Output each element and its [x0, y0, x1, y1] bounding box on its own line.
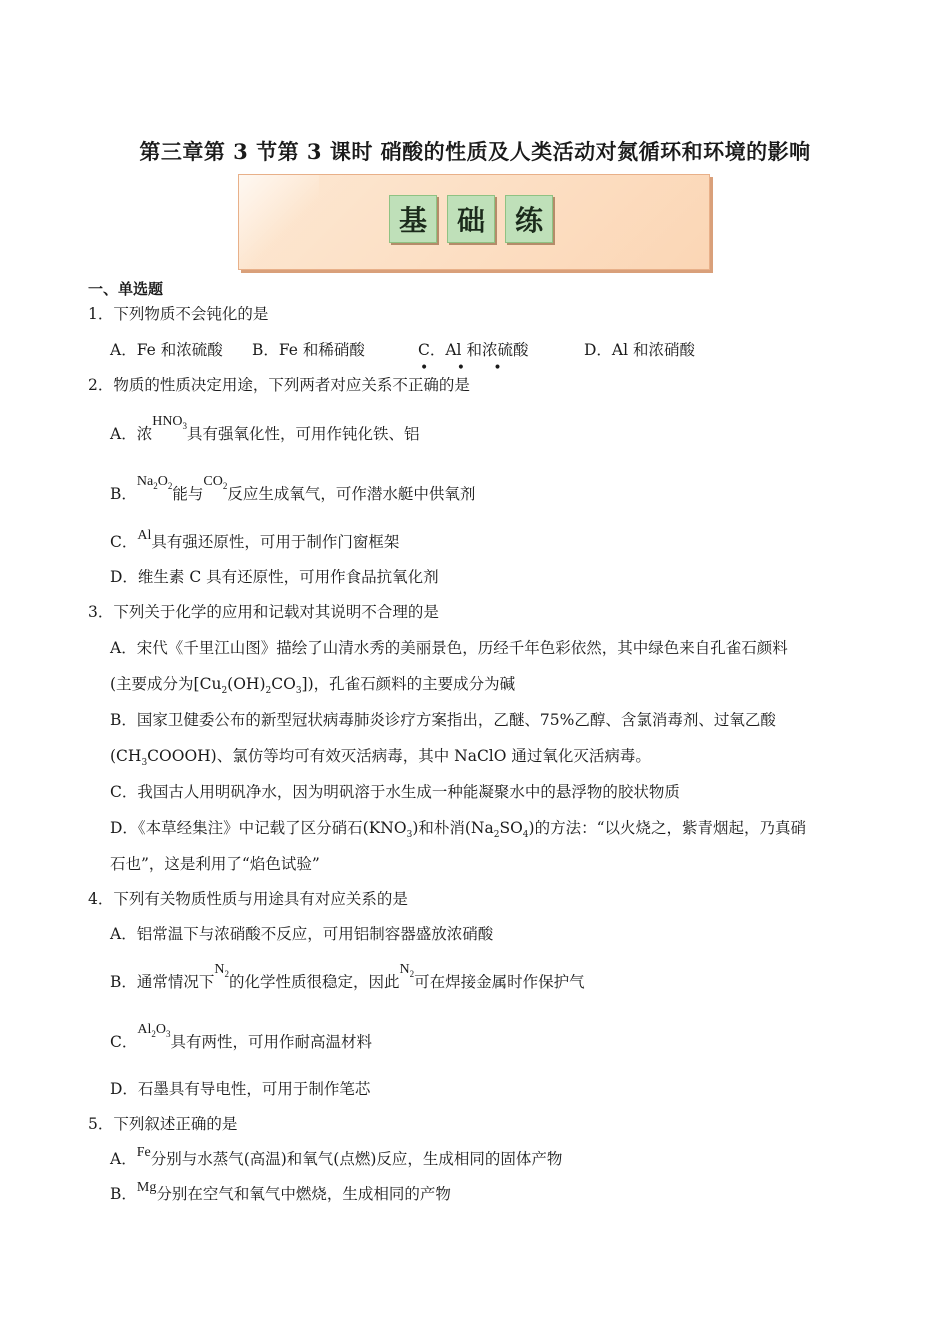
text-segment: SO [499, 819, 523, 837]
text-segment: 具有两性，可用作耐高温材料 [170, 1033, 373, 1051]
q4-stem: 4．下列有关物质性质与用途具有对应关系的是 [88, 890, 408, 908]
formula-sub: 2 [224, 968, 230, 979]
formula-sub: 4 [522, 830, 529, 841]
q3-option-b-line1: B．国家卫健委公布的新型冠状病毒肺炎诊疗方案指出，乙醚、75%乙醇、含氯消毒剂、过氧乙酸 [110, 711, 776, 729]
text-segment: COOOH)、氯仿等均可有效灭活病毒，其中 NaClO 通过氧化灭活病毒。 [147, 747, 651, 765]
text-segment: CO [271, 675, 296, 693]
formula-sub: 3 [166, 1028, 171, 1039]
text-segment: C． [110, 1033, 138, 1051]
q4-option-d: D．石墨具有导电性，可用于制作笔芯 [110, 1080, 371, 1098]
formula-text: CO [203, 474, 223, 489]
text-segment: 的化学性质很稳定，因此 [229, 973, 400, 991]
formula-sub: 2 [265, 686, 272, 697]
section-heading: 一、单选题 [88, 280, 164, 298]
text-segment: )的方法：“以火烧之，紫青烟起，乃真硝 [528, 819, 806, 837]
formula-sub: 3 [182, 420, 188, 431]
formula-sub: 2 [153, 480, 158, 491]
q3-stem: 3．下列关于化学的应用和记载对其说明不合理的是 [88, 603, 439, 621]
q2-a-formula [152, 414, 187, 429]
q4-option-a: A．铝常温下与浓硝酸不反应，可用铝制容器盛放浓硝酸 [110, 925, 494, 943]
formula-text: O [155, 1022, 166, 1037]
text-segment: (OH) [227, 675, 266, 693]
text-segment: B．通常情况下 [110, 973, 215, 991]
q2-b-text: 反应生成氧气，可作潜水艇中供氧剂 [227, 485, 476, 503]
q2-option-b [110, 474, 476, 505]
formula-text: Al [137, 1022, 152, 1037]
formula-text: N [399, 962, 410, 977]
q2-option-c [110, 530, 399, 552]
q3-option-b-line2 [110, 744, 651, 768]
q3-option-a-line2 [110, 672, 515, 696]
q4-b-formula-2 [400, 962, 415, 977]
formula-sub: 2 [222, 480, 228, 491]
formula-text: O [157, 474, 168, 489]
q2-c-prefix: C． [110, 533, 138, 551]
text-segment: 可在焊接金属时作保护气 [414, 973, 585, 991]
banner-char-2: 础 [447, 195, 495, 243]
banner-char-3: 练 [505, 195, 553, 243]
q4-c-formula [137, 1022, 170, 1037]
q3-option-d-line2: 石也”，这是利用了“焰色试验” [110, 855, 320, 873]
q1-option-c: C．Al 和浓硫酸 [418, 341, 529, 359]
text-segment: 分别在空气和氧气中燃烧，生成相同的产物 [156, 1185, 451, 1203]
q5-option-a [110, 1147, 562, 1169]
q1-option-a: A．Fe 和浓硫酸 [110, 341, 223, 359]
q2-stem: 2．物质的性质决定用途，下列两者对应关系不正确的是 [88, 376, 470, 394]
banner-shine [239, 175, 319, 269]
q2-a-text: 具有强氧化性，可用作钝化铁、铝 [187, 425, 420, 443]
formula-sub: 2 [151, 1028, 156, 1039]
formula-text: HNO [152, 414, 183, 429]
q4-b-formula-1 [214, 962, 229, 977]
q1-option-d: D．Al 和浓硝酸 [584, 341, 696, 359]
text-segment: B． [110, 1185, 137, 1203]
text-segment: 分别与水蒸气(高温)和氧气(点燃)反应，生成相同的固体产物 [150, 1150, 563, 1168]
q2-b-formula-1 [137, 474, 172, 489]
formula-text: Na [136, 474, 154, 489]
emphasis-dots: • • • [420, 360, 514, 376]
q2-c-text: 具有强还原性，可用于制作门窗框架 [151, 533, 400, 551]
q2-a-prefix: A．浓 [110, 425, 153, 443]
q3-option-d-line1 [110, 816, 806, 840]
q5-option-b [110, 1182, 451, 1204]
text-segment: A． [110, 1150, 137, 1168]
q4-option-b [110, 962, 585, 993]
section-banner [238, 174, 710, 270]
q2-option-a [110, 414, 420, 445]
q2-b-formula-2 [203, 474, 227, 489]
formula-text: Mg [136, 1180, 157, 1195]
q4-option-c [110, 1022, 373, 1053]
text-segment: )和朴消(Na [412, 819, 494, 837]
formula-sub: 2 [167, 480, 173, 491]
q5-stem: 5．下列叙述正确的是 [88, 1115, 238, 1133]
page-title: 第三章第 3 节第 3 课时 硝酸的性质及人类活动对氮循环和环境的影响 [139, 139, 811, 164]
text-segment: (主要成分为[Cu [110, 675, 222, 693]
q1-stem: 1．下列物质不会钝化的是 [88, 305, 269, 323]
q3-option-a-line1: A．宋代《千里江山图》描绘了山清水秀的美丽景色，历经千年色彩依然，其中绿色来自孔雀石颜料 [110, 639, 788, 657]
q1-option-b: B．Fe 和稀硝酸 [252, 341, 365, 359]
banner-char-1: 基 [389, 195, 437, 243]
q2-b-prefix: B． [110, 485, 137, 503]
formula-text: N [214, 962, 225, 977]
formula-sub: 3 [406, 830, 413, 841]
q3-option-c: C．我国古人用明矾净水，因为明矾溶于水生成一种能凝聚水中的悬浮物的胶状物质 [110, 783, 680, 801]
q2-b-mid: 能与 [172, 485, 204, 503]
formula-sub: 2 [409, 968, 415, 979]
formula-sub: 2 [493, 830, 500, 841]
text-segment: D．《本草经集注》中记载了区分硝石(KNO [110, 819, 407, 837]
formula-sub: 3 [141, 758, 148, 769]
formula-text: Fe [136, 1145, 151, 1160]
formula-sub: 3 [295, 686, 302, 697]
formula-sub: 2 [221, 686, 228, 697]
q2-option-d: D．维生素 C 具有还原性，可用作食品抗氧化剂 [110, 568, 439, 586]
text-segment: (CH [110, 747, 142, 765]
q2-c-formula: Al [137, 528, 152, 543]
text-segment: ])，孔雀石颜料的主要成分为碱 [301, 675, 516, 693]
